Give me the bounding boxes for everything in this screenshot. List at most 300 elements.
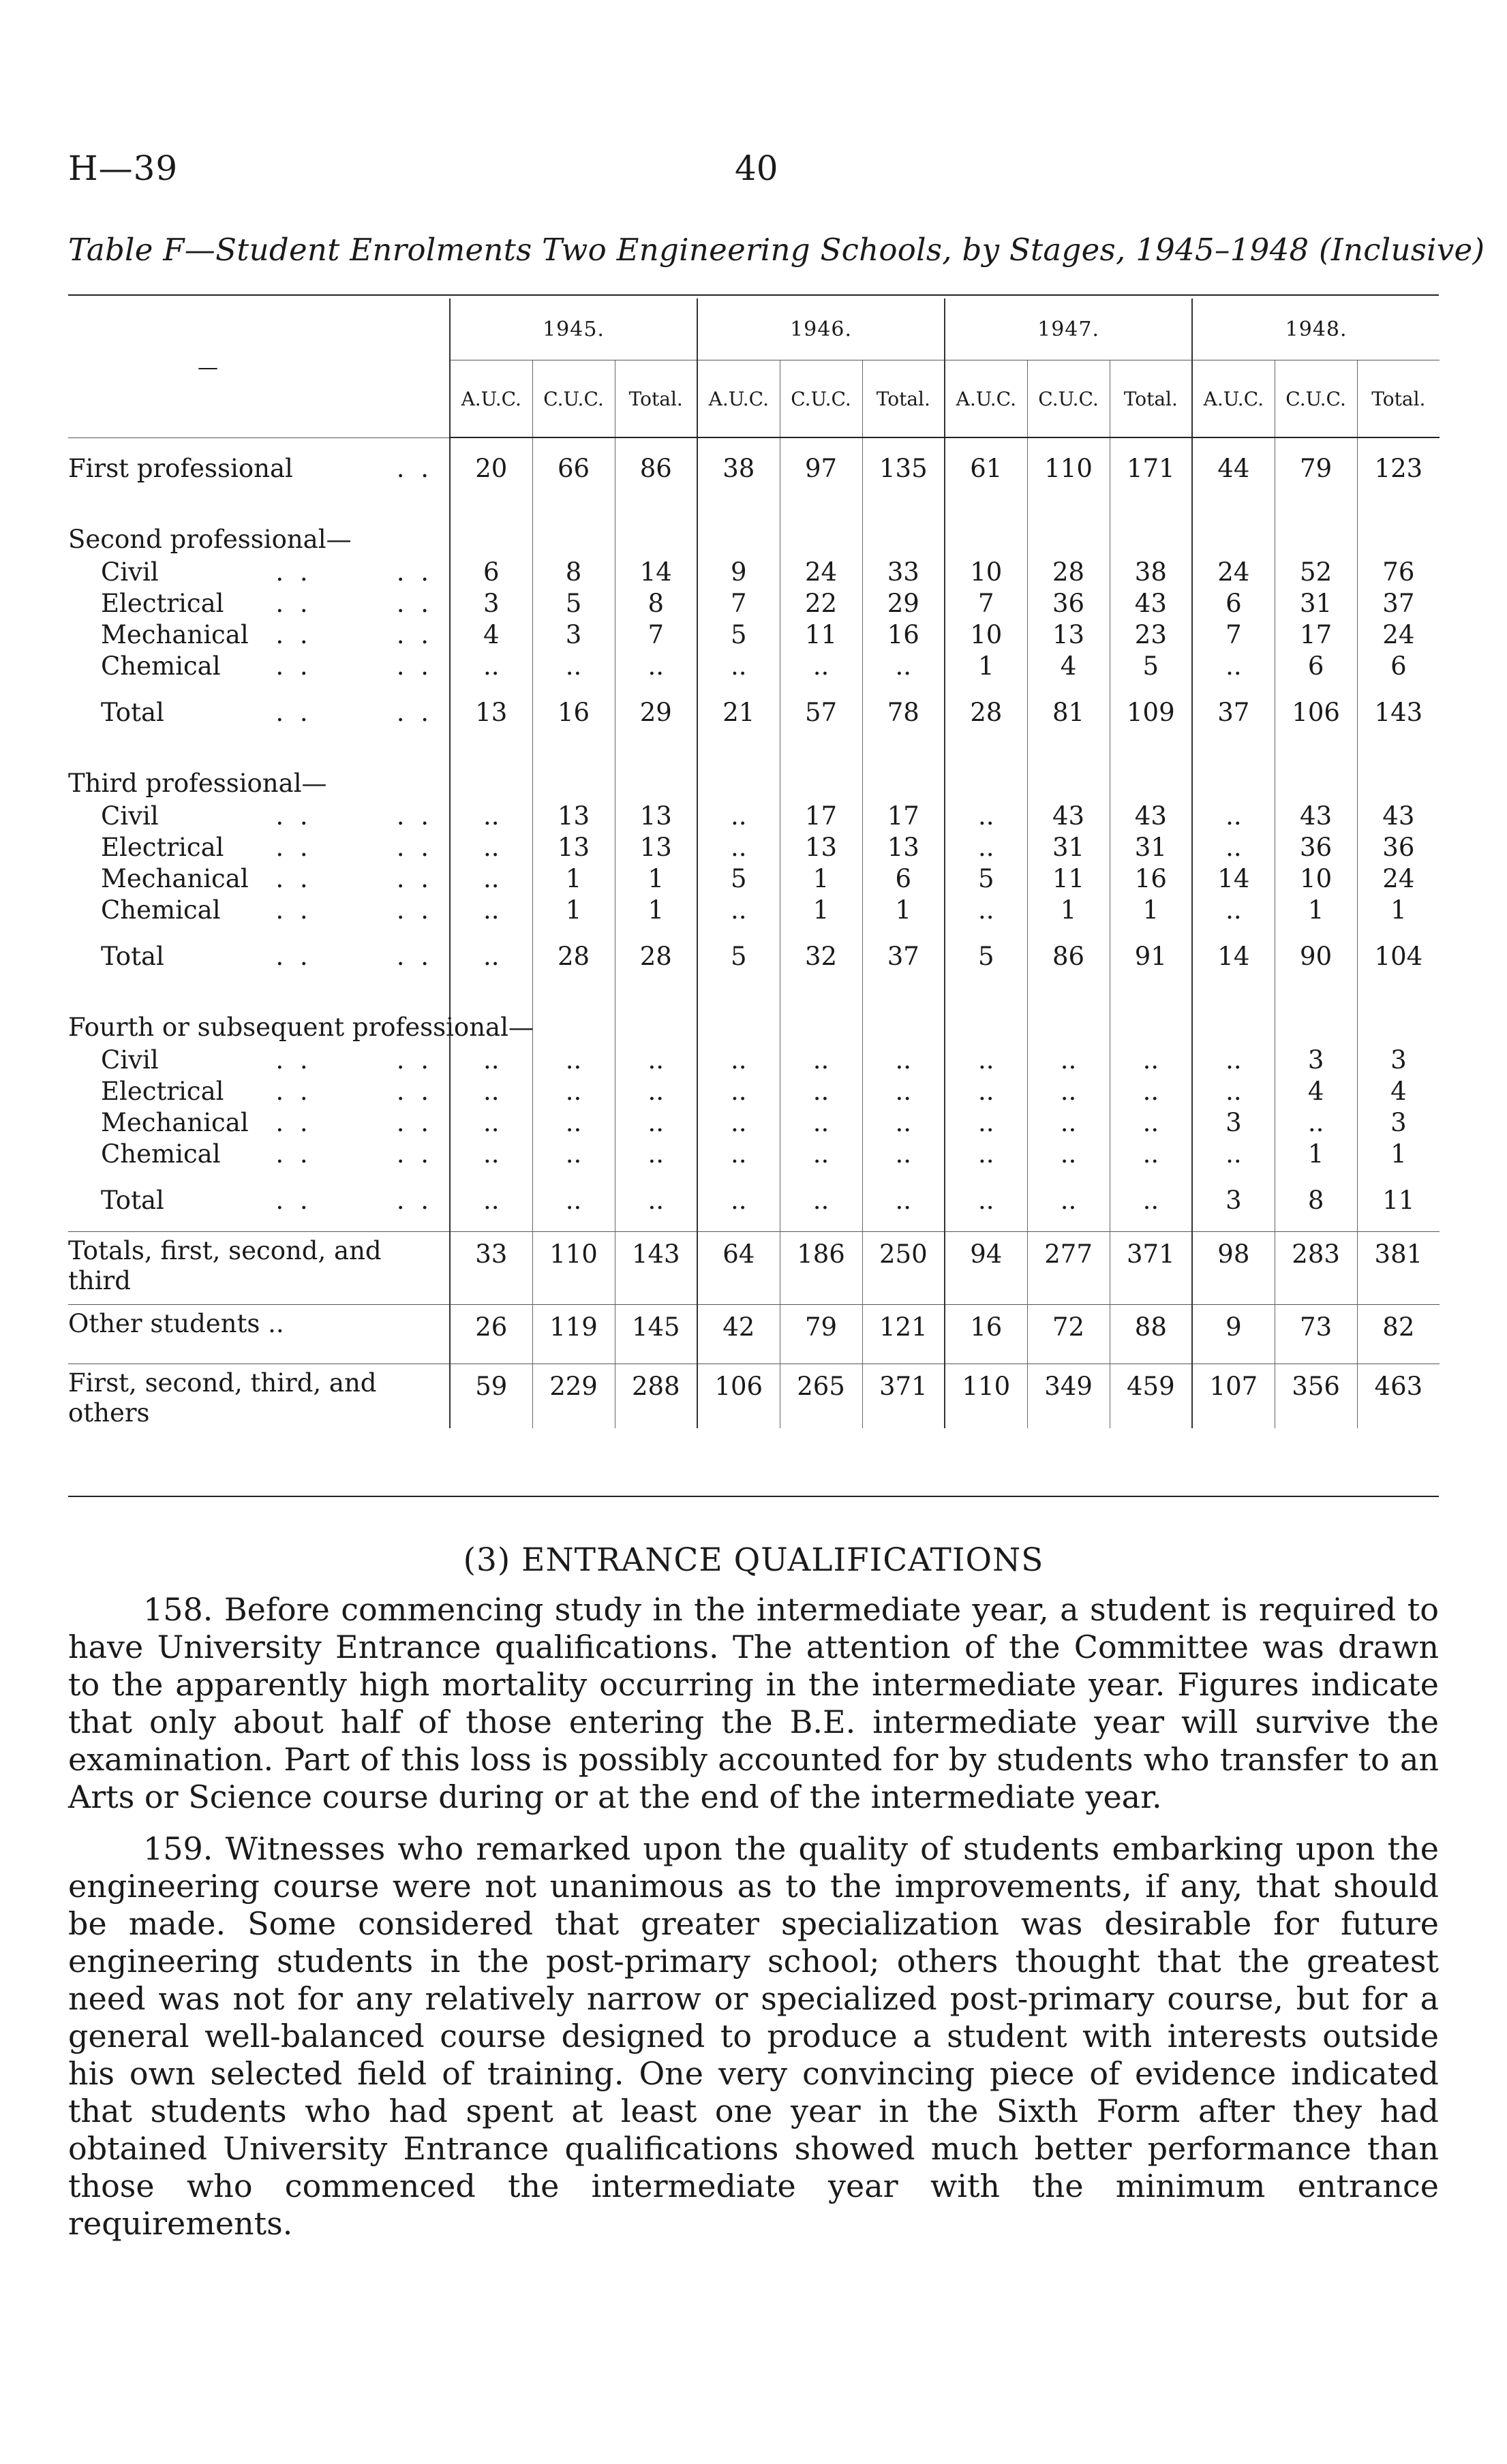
summary-row (68, 1364, 1440, 1429)
table-cell: 94 (945, 1232, 1027, 1305)
table-cell: .. (1027, 1076, 1110, 1107)
table-cell: 283 (1275, 1232, 1357, 1305)
table-cell: 90 (1275, 926, 1357, 987)
table-cell: 143 (615, 1232, 697, 1305)
table-cell: 17 (862, 801, 945, 832)
table-cell: 16 (532, 682, 615, 743)
leader-dots: . . (396, 589, 433, 618)
table-cell: 288 (615, 1364, 697, 1429)
leader-dots: . . (396, 895, 433, 925)
table-cell: 9 (1192, 1305, 1275, 1364)
table-cell: 11 (1357, 1170, 1440, 1232)
row-label: Electrical (101, 833, 224, 862)
table-cell: 36 (1357, 832, 1440, 863)
table-cell: 107 (1192, 1364, 1275, 1429)
table-cell: 1 (1027, 895, 1110, 926)
year-header: 1948. (1192, 298, 1440, 360)
table-body (68, 437, 1440, 1428)
table-cell: 6 (1192, 588, 1275, 619)
table-cell: 28 (945, 682, 1027, 743)
table-cell: 13 (532, 832, 615, 863)
table-cell: .. (697, 895, 780, 926)
row-label: Total (101, 698, 164, 727)
table-cell: 16 (1110, 863, 1192, 895)
table-cell: 86 (615, 437, 697, 499)
table-cell: 6 (862, 863, 945, 895)
leader-dots: . . (396, 698, 433, 727)
table-cell: .. (532, 1076, 615, 1107)
table-row (68, 863, 1440, 895)
year-header: 1946. (697, 298, 945, 360)
document-code: H—39 (68, 149, 179, 188)
table-cell: .. (780, 1139, 862, 1170)
table-cell: 145 (615, 1305, 697, 1364)
table-cell: 171 (1110, 437, 1192, 499)
column-header: Total. (862, 360, 945, 438)
leader-dots: . . (275, 620, 312, 649)
table-cell: .. (945, 895, 1027, 926)
table-cell: 57 (780, 682, 862, 743)
table-cell: 43 (1275, 801, 1357, 832)
table-cell: 64 (697, 1232, 780, 1305)
column-header: Total. (615, 360, 697, 438)
table-cell: 17 (1275, 619, 1357, 651)
summary-row (68, 1232, 1440, 1305)
table-cell: .. (1027, 1107, 1110, 1139)
table-cell: .. (697, 1107, 780, 1139)
table-cell: 91 (1110, 926, 1192, 987)
table-cell: .. (615, 1170, 697, 1232)
table-cell: 13 (615, 801, 697, 832)
table-cell: 43 (1357, 801, 1440, 832)
table-cell: .. (532, 1139, 615, 1170)
table-row (68, 437, 1440, 499)
table-cell: 38 (1110, 557, 1192, 588)
leader-dots: . . (396, 1108, 433, 1137)
table-top-rule (68, 294, 1439, 296)
table-cell: .. (1192, 651, 1275, 682)
table-cell: 110 (532, 1232, 615, 1305)
row-label: Mechanical (101, 1108, 249, 1137)
table-cell: .. (615, 1045, 697, 1076)
table-cell: .. (697, 1045, 780, 1076)
table-cell: 6 (1275, 651, 1357, 682)
table-cell: 1 (1357, 895, 1440, 926)
row-label: First professional (68, 453, 293, 483)
column-header: Total. (1357, 360, 1440, 438)
table-cell: .. (697, 832, 780, 863)
table-cell: 4 (450, 619, 532, 651)
table-cell: 8 (1275, 1170, 1357, 1232)
table-cell: .. (697, 1170, 780, 1232)
table-cell: 78 (862, 682, 945, 743)
table-cell: .. (450, 926, 532, 987)
table-cell: .. (450, 801, 532, 832)
leader-dots: . . (396, 833, 433, 862)
table-cell: 76 (1357, 557, 1440, 588)
table-cell: 1 (615, 863, 697, 895)
row-label: Civil (101, 801, 159, 831)
table-row (68, 588, 1440, 619)
table-cell: 79 (780, 1305, 862, 1364)
table-cell: 5 (697, 926, 780, 987)
table-cell: .. (1027, 1170, 1110, 1232)
table-cell: 7 (1192, 619, 1275, 651)
leader-dots: . . (275, 651, 312, 681)
table-cell: 5 (697, 619, 780, 651)
table-cell: 3 (450, 588, 532, 619)
column-header: A.U.C. (1192, 360, 1275, 438)
table-cell: 44 (1192, 437, 1275, 499)
table-cell: 1 (1275, 895, 1357, 926)
table-cell: .. (862, 1170, 945, 1232)
table-cell: 109 (1110, 682, 1192, 743)
leader-dots: . . (396, 620, 433, 649)
table-cell: .. (1110, 1170, 1192, 1232)
row-label: Electrical (101, 1077, 224, 1106)
table-cell: 143 (1357, 682, 1440, 743)
table-cell: 14 (1192, 926, 1275, 987)
table-cell: 3 (1192, 1170, 1275, 1232)
page-header (68, 149, 1439, 196)
table-cell: .. (697, 801, 780, 832)
table-row (68, 895, 1440, 926)
table-cell: 52 (1275, 557, 1357, 588)
leader-dots: . . (396, 1045, 433, 1075)
table-cell: 86 (1027, 926, 1110, 987)
table-row (68, 557, 1440, 588)
table-cell: 135 (862, 437, 945, 499)
table-cell: .. (1110, 1139, 1192, 1170)
table-cell: 1 (532, 863, 615, 895)
table-cell: .. (450, 832, 532, 863)
table-bottom-rule (68, 1496, 1439, 1497)
table-cell: 82 (1357, 1305, 1440, 1364)
table-cell: 36 (1027, 588, 1110, 619)
table-row (68, 832, 1440, 863)
table-cell: 4 (1275, 1076, 1357, 1107)
table-cell: .. (697, 1139, 780, 1170)
table-cell: 5 (945, 863, 1027, 895)
leader-dots: . . (275, 895, 312, 925)
table-cell: 16 (862, 619, 945, 651)
table-cell: 28 (1027, 557, 1110, 588)
table-cell: .. (697, 651, 780, 682)
table-cell: 66 (532, 437, 615, 499)
leader-dots: . . (396, 942, 433, 971)
table-cell: 1 (862, 895, 945, 926)
table-cell: 31 (1275, 588, 1357, 619)
section-label: Third professional— (68, 769, 327, 798)
table-cell: 110 (1027, 437, 1110, 499)
table-cell: 381 (1357, 1232, 1440, 1305)
row-label: Other students .. (68, 1305, 450, 1364)
column-header: C.U.C. (532, 360, 615, 438)
table-cell: .. (450, 1076, 532, 1107)
table-cell: .. (1192, 1045, 1275, 1076)
table-cell: 1 (1357, 1139, 1440, 1170)
table-cell: 72 (1027, 1305, 1110, 1364)
row-label: Chemical (101, 1139, 221, 1169)
leader-dots: . . (396, 1139, 433, 1169)
column-header: A.U.C. (450, 360, 532, 438)
table-cell: .. (945, 1139, 1027, 1170)
stub-head: — (68, 298, 450, 437)
table-cell: .. (615, 1139, 697, 1170)
table-cell: 1 (780, 895, 862, 926)
table-cell: 36 (1275, 832, 1357, 863)
table-cell: .. (450, 1139, 532, 1170)
table-cell: .. (1027, 1045, 1110, 1076)
table-cell: 121 (862, 1305, 945, 1364)
table-cell: .. (945, 1107, 1027, 1139)
table-cell: 1 (945, 651, 1027, 682)
table-cell: 1 (1110, 895, 1192, 926)
table-cell: 8 (615, 588, 697, 619)
table-cell: 459 (1110, 1364, 1192, 1429)
table-row (68, 801, 1440, 832)
table-cell: .. (945, 1170, 1027, 1232)
table-row (68, 651, 1440, 682)
summary-row (68, 1305, 1440, 1364)
table-cell: .. (1275, 1107, 1357, 1139)
table-cell: 5 (532, 588, 615, 619)
table-cell: .. (532, 1107, 615, 1139)
leader-dots: . . (275, 1139, 312, 1169)
table-cell: 98 (1192, 1232, 1275, 1305)
section-label: Second professional— (68, 525, 352, 554)
row-label: Mechanical (101, 620, 249, 649)
table-cell: 29 (862, 588, 945, 619)
year-header-row (68, 298, 1440, 360)
table-cell: 13 (532, 801, 615, 832)
table-cell: .. (862, 1076, 945, 1107)
leader-dots: . . (275, 942, 312, 971)
table-cell: 7 (945, 588, 1027, 619)
table-cell: 43 (1110, 588, 1192, 619)
table-cell: 349 (1027, 1364, 1110, 1429)
column-header: A.U.C. (697, 360, 780, 438)
table-cell: 371 (862, 1364, 945, 1429)
table-cell: 106 (1275, 682, 1357, 743)
table-cell: 29 (615, 682, 697, 743)
row-label: Totals, first, second, and third (68, 1232, 450, 1305)
row-label: Electrical (101, 589, 224, 618)
table-cell: 463 (1357, 1364, 1440, 1429)
table-cell: .. (945, 1045, 1027, 1076)
leader-dots: . . (396, 1186, 433, 1215)
year-header: 1945. (450, 298, 697, 360)
table-cell: 5 (697, 863, 780, 895)
table-cell: .. (1027, 1139, 1110, 1170)
table-cell: 10 (1275, 863, 1357, 895)
table-cell: 123 (1357, 437, 1440, 499)
table-cell: 14 (1192, 863, 1275, 895)
table-cell: 106 (697, 1364, 780, 1429)
leader-dots: . . (396, 557, 433, 587)
table-cell: .. (862, 1139, 945, 1170)
table-cell: 4 (1357, 1076, 1440, 1107)
table-cell: 79 (1275, 437, 1357, 499)
table-cell: 73 (1275, 1305, 1357, 1364)
table-cell: 24 (780, 557, 862, 588)
table-cell: 3 (1275, 1045, 1357, 1076)
table-caption: Table F—Student Enrolments Two Engineering Schools, by Stages, 1945–1948 (Inclusive) (68, 232, 1485, 268)
table-row (68, 1170, 1440, 1232)
table-cell: .. (862, 651, 945, 682)
leader-dots: . . (396, 651, 433, 681)
table-cell: 43 (1110, 801, 1192, 832)
table-cell: 13 (1027, 619, 1110, 651)
table-cell: 33 (862, 557, 945, 588)
leader-dots: . . (396, 864, 433, 893)
table-cell: 38 (697, 437, 780, 499)
table-cell: .. (450, 1170, 532, 1232)
table-cell: 9 (697, 557, 780, 588)
table-row (68, 1076, 1440, 1107)
table-cell: .. (780, 1107, 862, 1139)
table-cell: 26 (450, 1305, 532, 1364)
column-header: A.U.C. (945, 360, 1027, 438)
row-label: Chemical (101, 895, 221, 925)
table-row (68, 682, 1440, 743)
table-cell: 22 (780, 588, 862, 619)
table-cell: 371 (1110, 1232, 1192, 1305)
table-cell: .. (532, 651, 615, 682)
table-cell: 110 (945, 1364, 1027, 1429)
table-cell: 24 (1192, 557, 1275, 588)
table-cell: 31 (1110, 832, 1192, 863)
table-cell: 1 (1275, 1139, 1357, 1170)
table-cell: 61 (945, 437, 1027, 499)
leader-dots: . . (275, 864, 312, 893)
paragraph-158: 158. Before commencing study in the intermediate year, a student is required to have University Entrance qualifications. The attention of the Committee was drawn to the apparently high mortality occurring in the intermediate year. Figures indicate that only about half of those entering the B.E. intermediate year will survive the examination. Part of this loss is possibly accounted for by students who transfer to an Arts or Science course during or at the end of the intermediate year. (68, 1591, 1439, 1815)
table-cell: .. (615, 651, 697, 682)
table-cell: 7 (615, 619, 697, 651)
table-cell: .. (862, 1045, 945, 1076)
table-cell: .. (450, 1045, 532, 1076)
leader-dots: . . (275, 833, 312, 862)
table-cell: .. (450, 895, 532, 926)
table-row (68, 1139, 1440, 1170)
table-cell: .. (945, 801, 1027, 832)
table-cell: 28 (532, 926, 615, 987)
table-cell: 13 (615, 832, 697, 863)
table-cell: 1 (615, 895, 697, 926)
table-row (68, 1045, 1440, 1076)
table-row (68, 926, 1440, 987)
table-cell: .. (1192, 1139, 1275, 1170)
table-cell: 11 (1027, 863, 1110, 895)
column-header: C.U.C. (1275, 360, 1357, 438)
row-label: Total (101, 942, 164, 971)
table-cell: .. (697, 1076, 780, 1107)
table-cell: 5 (945, 926, 1027, 987)
table-cell: 17 (780, 801, 862, 832)
table-cell: 37 (862, 926, 945, 987)
table-cell: 16 (945, 1305, 1027, 1364)
table-cell: 13 (780, 832, 862, 863)
row-label: Civil (101, 1045, 159, 1075)
table-cell: 37 (1192, 682, 1275, 743)
table-cell: 1 (532, 895, 615, 926)
table-cell: 4 (1027, 651, 1110, 682)
table-cell: 119 (532, 1305, 615, 1364)
table-cell: .. (615, 1107, 697, 1139)
table-cell: 5 (1110, 651, 1192, 682)
row-label: Civil (101, 557, 159, 587)
table-cell: .. (450, 1107, 532, 1139)
table-cell: 1 (780, 863, 862, 895)
table-cell: 13 (862, 832, 945, 863)
column-header: C.U.C. (1027, 360, 1110, 438)
table-cell: 229 (532, 1364, 615, 1429)
table-cell: .. (780, 1170, 862, 1232)
table-cell: .. (780, 651, 862, 682)
table-cell: .. (450, 651, 532, 682)
table-cell: .. (1110, 1045, 1192, 1076)
table-cell: 3 (1357, 1045, 1440, 1076)
table-cell: .. (1110, 1107, 1192, 1139)
leader-dots: . . (275, 1045, 312, 1075)
table-cell: 14 (615, 557, 697, 588)
leader-dots: . . (275, 1108, 312, 1137)
table-cell: .. (1192, 801, 1275, 832)
row-label: Total (101, 1186, 164, 1215)
table-cell: .. (862, 1107, 945, 1139)
table-cell: 88 (1110, 1305, 1192, 1364)
table-cell: .. (532, 1045, 615, 1076)
table-cell: .. (780, 1076, 862, 1107)
table-cell: 81 (1027, 682, 1110, 743)
table-cell: 33 (450, 1232, 532, 1305)
table-cell: .. (1110, 1076, 1192, 1107)
row-label: Mechanical (101, 864, 249, 893)
table-cell: 277 (1027, 1232, 1110, 1305)
leader-dots: . . (396, 801, 433, 831)
table-cell: 28 (615, 926, 697, 987)
leader-dots: . . (275, 1186, 312, 1215)
table-cell: 13 (450, 682, 532, 743)
table-cell: 37 (1357, 588, 1440, 619)
table-cell: .. (1192, 1076, 1275, 1107)
leader-dots: . . (396, 453, 433, 483)
table-cell: 11 (780, 619, 862, 651)
table-cell: 31 (1027, 832, 1110, 863)
table-cell: 8 (532, 557, 615, 588)
table-cell: 32 (780, 926, 862, 987)
leader-dots: . . (275, 1077, 312, 1106)
table-cell: .. (532, 1170, 615, 1232)
table-cell: 23 (1110, 619, 1192, 651)
table-row (68, 619, 1440, 651)
table-cell: 59 (450, 1364, 532, 1429)
table-cell: 7 (697, 588, 780, 619)
section-heading: (3) ENTRANCE QUALIFICATIONS (463, 1541, 1044, 1579)
table-cell: 97 (780, 437, 862, 499)
table-cell: 265 (780, 1364, 862, 1429)
table-cell: 10 (945, 557, 1027, 588)
table-cell: 250 (862, 1232, 945, 1305)
table-cell: 24 (1357, 619, 1440, 651)
table-cell: 3 (1357, 1107, 1440, 1139)
table-cell: 20 (450, 437, 532, 499)
table-cell: 43 (1027, 801, 1110, 832)
column-header: Total. (1110, 360, 1192, 438)
table-cell: .. (945, 1076, 1027, 1107)
table-cell: .. (615, 1076, 697, 1107)
leader-dots: . . (275, 589, 312, 618)
